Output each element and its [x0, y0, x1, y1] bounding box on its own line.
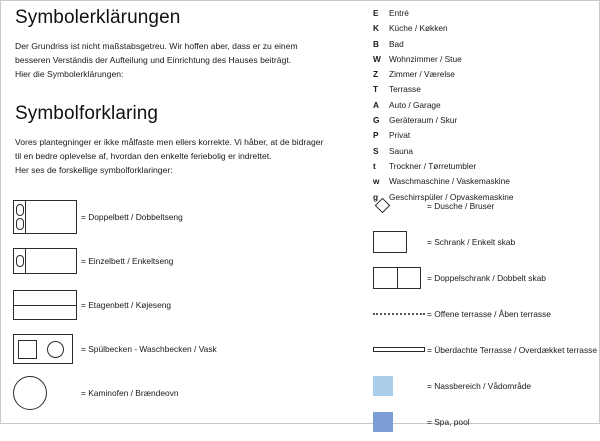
- single-bed-icon: [13, 248, 81, 274]
- abbreviation-key: W: [373, 53, 381, 64]
- spa-pool-swatch-icon: [369, 412, 427, 432]
- intro-dk-line-1: Vores plantegninger er ikke målfaste men ellers korrekte. Vi håber, at de bidrager: [15, 136, 324, 147]
- legend-item: [369, 333, 599, 366]
- abbreviation-value: Waschmaschine / Vaskemaskine: [389, 176, 510, 187]
- legend-label: = Doppelschrank / Dobbelt skab: [427, 272, 546, 283]
- abbreviation-key: g: [373, 191, 379, 202]
- legend-item: [13, 285, 358, 325]
- legend-text-block: [15, 7, 355, 178]
- legend-label: = Etagenbett / Køjeseng: [81, 300, 172, 310]
- intro-de-line-2: besseren Verständis der Aufteilung und Einrichtung des Hauses beiträgt.: [15, 54, 292, 65]
- abbreviation-row: [373, 70, 593, 78]
- legend-item: [369, 261, 599, 294]
- legend-item: [13, 329, 358, 369]
- bunk-bed-icon: [13, 290, 81, 320]
- legend-item: [369, 225, 599, 258]
- abbreviation-key: T: [373, 84, 379, 95]
- abbreviation-key: t: [373, 160, 376, 171]
- intro-de-line-1: Der Grundriss ist nicht maßstabsgetreu. Wir hoffen aber, dass er zu einem: [15, 41, 298, 51]
- page-title-german: Symbolerklärungen: [15, 7, 181, 28]
- legend-label: = Überdachte Terrasse / Overdækket terrasse: [427, 344, 597, 355]
- intro-paragraph-german: [15, 40, 335, 82]
- double-cabinet-icon: [369, 267, 427, 289]
- abbreviation-row: [373, 162, 593, 170]
- legend-item: [13, 241, 358, 281]
- abbreviation-value: Auto / Garage: [389, 99, 441, 110]
- abbreviation-value: Entré: [389, 8, 409, 18]
- legend-item: [369, 369, 599, 402]
- abbreviation-value: Küche / Køkken: [389, 23, 448, 34]
- legend-item: [369, 189, 599, 222]
- abbreviation-key: K: [373, 23, 379, 34]
- intro-paragraph-danish: [15, 136, 335, 178]
- abbreviation-row: [373, 147, 593, 155]
- wet-area-swatch-icon: [369, 376, 427, 396]
- abbreviation-row: [373, 85, 593, 93]
- abbreviation-key: P: [373, 130, 379, 141]
- abbreviation-key: B: [373, 38, 379, 49]
- abbreviation-row: [373, 177, 593, 185]
- legend-item: [369, 297, 599, 330]
- abbreviation-row: [373, 131, 593, 139]
- page-title-danish: Symbolforklaring: [15, 102, 159, 124]
- single-cabinet-icon: [369, 231, 427, 253]
- abbreviation-key: Z: [373, 69, 379, 80]
- legend-item: [13, 197, 358, 237]
- abbreviation-list: [373, 9, 593, 208]
- abbreviation-key: E: [373, 8, 379, 18]
- abbreviation-value: Privat: [389, 130, 411, 141]
- legend-label: = Dusche / Bruser: [427, 200, 495, 211]
- intro-dk-line-2: til en bedre oplevelse af, hvordan den enkelte feriebolig er indrettet.: [15, 150, 272, 161]
- abbreviation-value: Wohnzimmer / Stue: [389, 53, 462, 64]
- abbreviation-key: A: [373, 99, 379, 110]
- right-symbol-list: [369, 189, 599, 441]
- abbreviation-value: Terrasse: [389, 84, 421, 95]
- legend-item: [369, 405, 599, 438]
- abbreviation-row: [373, 116, 593, 124]
- legend-label: = Kaminofen / Brændeovn: [81, 388, 179, 398]
- intro-de-line-3: Hier die Symbolerklärungen:: [15, 68, 124, 79]
- legend-label: = Nassbereich / Vådområde: [427, 380, 532, 391]
- legend-label: = Spülbecken - Waschbecken / Vask: [81, 344, 217, 354]
- left-symbol-list: [13, 197, 358, 417]
- shower-diamond-icon: [369, 200, 427, 211]
- abbreviation-row: [373, 24, 593, 32]
- abbreviation-key: S: [373, 145, 379, 156]
- legend-item: [13, 373, 358, 413]
- open-terrace-icon: [369, 313, 427, 315]
- sink-icon: [13, 334, 81, 364]
- legend-label: = Schrank / Enkelt skab: [427, 236, 516, 247]
- abbreviation-row: [373, 9, 593, 17]
- abbreviation-row: [373, 55, 593, 63]
- legend-label: = Doppelbett / Dobbeltseng: [81, 212, 183, 222]
- abbreviation-row: [373, 40, 593, 48]
- legend-label: = Einzelbett / Enkeltseng: [81, 256, 174, 266]
- abbreviation-value: Sauna: [389, 145, 413, 156]
- legend-label: = Spa, pool: [427, 416, 470, 427]
- covered-terrace-icon: [369, 347, 427, 352]
- intro-dk-line-3: Her ses de forskellige symbolforklaringer:: [15, 164, 173, 175]
- abbreviation-row: [373, 101, 593, 109]
- abbreviation-value: Bad: [389, 38, 404, 49]
- abbreviation-key: G: [373, 115, 380, 126]
- abbreviation-value: Zimmer / Værelse: [389, 69, 455, 80]
- abbreviation-value: Geräteraum / Skur: [389, 115, 458, 126]
- legend-label: = Offene terrasse / Åben terrasse: [427, 308, 551, 319]
- abbreviation-key: w: [373, 176, 380, 187]
- abbreviation-value: Trockner / Tørretumbler: [389, 160, 477, 171]
- stove-icon: [13, 376, 81, 410]
- abbreviation-value: Geschirrspüler / Opvaskemaskine: [389, 191, 514, 202]
- double-bed-icon: [13, 200, 81, 234]
